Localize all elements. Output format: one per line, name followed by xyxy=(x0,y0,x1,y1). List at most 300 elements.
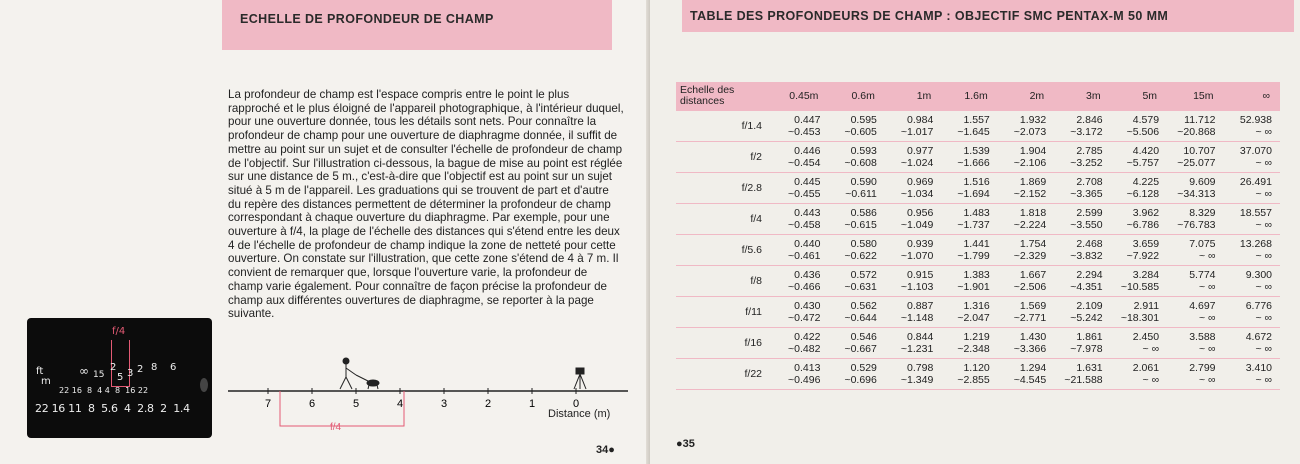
body-paragraph: La profondeur de champ est l'espace compris entre le point le plus rapproché et le plus éloigné de l'appareil photographique, à l'intérieur duquel, pour une ouverture donnée, tous les détails sont nets. Pour connaître la profondeur de champ pour une ouverture de diaphragme donnée, il suffit de mettre au point sur un sujet et de consulter l'échelle de profondeur de champ de l'objectif. Sur l'illustration ci-dessous, la bague de mise au point est réglée sur une distance de 5 m., c'est-à-dire que l'objectif est au point sur un sujet situé à 5 m de l'appareil. Les graduations qui se trouvent de part et d'autre du repère des distances permettent de déterminer la profondeur de champ correspondant à chaque ouverture du diaphragme. Par exemple, pour une ouverture à f/4, la plage de l'échelle des distances qui s'étend entre les deux 4 de l'échelle de profondeur de champ indique la zone de netteté pour cette ouverture. On constate sur l'illustration, que cette zone s'étend de 4 à 7 m. Il convient de remarquer que, lorsque l'ouverture varie, la profondeur de champ varie également. Pour connaître de façon précise la profondeur de champ aux différentes ouvertures de diaphragme, se reporter à la page suivante. xyxy=(228,88,624,321)
table-cell xyxy=(772,235,828,266)
near-limit: 1.904 xyxy=(1019,145,1047,157)
far-limit: ~1.645 xyxy=(957,126,990,138)
walking-man-dog-illustration xyxy=(340,358,379,389)
far-limit: ~6.128 xyxy=(1126,188,1160,200)
far-limit: ~1.349 xyxy=(900,374,934,386)
lens-aperture-ring: 22 16 11 8 5.6 4 2.8 2 1.4 xyxy=(35,402,190,415)
table-cell xyxy=(941,173,997,204)
near-limit: 1.861 xyxy=(1076,331,1103,343)
table-cell xyxy=(1167,359,1223,390)
table-cell xyxy=(1167,235,1223,266)
table-cell xyxy=(941,111,997,142)
near-limit: 1.754 xyxy=(1019,238,1047,250)
far-limit: ~2.329 xyxy=(1013,250,1047,262)
far-limit: ~0.611 xyxy=(845,188,877,200)
table-cell xyxy=(998,297,1054,328)
near-limit: 0.593 xyxy=(850,145,877,157)
near-limit: 7.075 xyxy=(1189,238,1216,250)
far-limit: ~20.868 xyxy=(1177,126,1216,138)
table-cell xyxy=(772,204,828,235)
near-limit: 0.447 xyxy=(794,114,821,126)
far-limit: ~ ∞ xyxy=(1198,374,1216,386)
table-row xyxy=(676,235,1280,266)
distance-diagram xyxy=(228,355,638,435)
page-number-right: ●35 xyxy=(676,438,695,450)
table-cell xyxy=(828,111,884,142)
column-header: 3m xyxy=(1054,82,1110,111)
table-cell xyxy=(1111,297,1167,328)
near-limit: 13.268 xyxy=(1239,238,1272,250)
far-limit: ~25.077 xyxy=(1177,157,1216,169)
lens-ring-knurl xyxy=(200,378,208,392)
table-cell xyxy=(828,235,884,266)
far-limit: ~0.453 xyxy=(788,126,821,138)
table-cell xyxy=(1167,266,1223,297)
aperture-label: f/4 xyxy=(676,204,772,235)
near-limit: 3.659 xyxy=(1132,238,1160,250)
near-limit: 0.590 xyxy=(850,176,877,188)
table-cell xyxy=(828,204,884,235)
far-limit: ~ ∞ xyxy=(1142,374,1160,386)
table-cell xyxy=(998,111,1054,142)
table-cell xyxy=(941,204,997,235)
near-limit: 3.962 xyxy=(1132,207,1160,219)
near-limit: 2.846 xyxy=(1076,114,1103,126)
near-limit: 0.440 xyxy=(794,238,821,250)
axis-tick-label: 0 xyxy=(573,398,580,410)
near-limit: 52.938 xyxy=(1239,114,1272,126)
table-cell xyxy=(1054,328,1110,359)
right-header-band xyxy=(682,0,1294,32)
near-limit: 2.799 xyxy=(1189,362,1216,374)
aperture-label: f/1.4 xyxy=(676,111,772,142)
table-cell xyxy=(885,297,941,328)
table-cell xyxy=(828,297,884,328)
table-cell xyxy=(772,173,828,204)
far-limit: ~0.482 xyxy=(788,343,821,355)
near-limit: 1.294 xyxy=(1019,362,1047,374)
column-header: 15m xyxy=(1167,82,1223,111)
near-limit: 4.420 xyxy=(1132,145,1160,157)
far-limit: ~ ∞ xyxy=(1198,281,1216,293)
far-limit: ~0.615 xyxy=(844,219,877,231)
table-cell xyxy=(772,359,828,390)
near-limit: 0.595 xyxy=(850,114,877,126)
table-cell xyxy=(998,142,1054,173)
near-limit: 11.712 xyxy=(1184,114,1216,126)
axis-tick-label: 1 xyxy=(529,398,536,410)
far-limit: ~ ∞ xyxy=(1255,157,1272,169)
table-cell xyxy=(1224,235,1281,266)
lens-mark-15: 15 xyxy=(93,370,105,380)
column-header: 1.6m xyxy=(941,82,997,111)
near-limit: 1.483 xyxy=(963,207,990,219)
table-cell xyxy=(1224,142,1281,173)
far-limit: ~3.365 xyxy=(1070,188,1103,200)
near-limit: 2.294 xyxy=(1076,269,1103,281)
far-limit: ~3.832 xyxy=(1070,250,1103,262)
far-limit: ~ ∞ xyxy=(1198,312,1216,324)
far-limit: ~1.103 xyxy=(900,281,934,293)
table-cell xyxy=(1111,111,1167,142)
table-cell xyxy=(772,266,828,297)
far-limit: ~3.366 xyxy=(1013,343,1047,355)
table-cell xyxy=(1224,359,1281,390)
near-limit: 0.445 xyxy=(794,176,821,188)
table-cell xyxy=(828,173,884,204)
far-limit: ~34.313 xyxy=(1177,188,1216,200)
near-limit: 18.557 xyxy=(1239,207,1272,219)
far-limit: ~ ∞ xyxy=(1255,219,1272,231)
near-limit: 0.430 xyxy=(794,300,821,312)
table-cell xyxy=(1167,328,1223,359)
axis-tick-label: 7 xyxy=(265,398,272,410)
table-cell xyxy=(941,142,997,173)
far-limit: ~0.496 xyxy=(788,374,821,386)
table-cell xyxy=(1054,173,1110,204)
far-limit: ~ ∞ xyxy=(1255,374,1272,386)
far-limit: ~1.034 xyxy=(900,188,934,200)
table-cell xyxy=(885,235,941,266)
column-header: ∞ xyxy=(1224,82,1281,111)
near-limit: 0.413 xyxy=(794,362,821,374)
far-limit: ~2.348 xyxy=(957,343,990,355)
far-limit: ~76.783 xyxy=(1177,219,1216,231)
table-cell xyxy=(1054,266,1110,297)
far-limit: ~3.172 xyxy=(1070,126,1103,138)
far-limit: ~1.148 xyxy=(900,312,934,324)
far-limit: ~0.605 xyxy=(844,126,877,138)
table-row xyxy=(676,328,1280,359)
far-limit: ~2.771 xyxy=(1013,312,1047,324)
column-header: 2m xyxy=(998,82,1054,111)
far-limit: ~1.231 xyxy=(900,343,934,355)
table-cell xyxy=(941,297,997,328)
column-header: 0.6m xyxy=(828,82,884,111)
table-cell xyxy=(828,266,884,297)
near-limit: 2.911 xyxy=(1133,300,1160,312)
table-cell xyxy=(828,328,884,359)
far-limit: ~5.506 xyxy=(1126,126,1160,138)
table-cell xyxy=(1111,142,1167,173)
lens-m-label: m xyxy=(41,376,51,387)
table-cell xyxy=(1224,173,1281,204)
far-limit: ~1.694 xyxy=(957,188,990,200)
near-limit: 3.410 xyxy=(1245,362,1272,374)
column-header: 5m xyxy=(1111,82,1167,111)
axis-tick-label: 2 xyxy=(485,398,492,410)
far-limit: ~ ∞ xyxy=(1198,250,1216,262)
table-cell xyxy=(998,173,1054,204)
far-limit: ~1.799 xyxy=(957,250,990,262)
near-limit: 0.422 xyxy=(794,331,821,343)
table-cell xyxy=(1167,142,1223,173)
near-limit: 1.316 xyxy=(963,300,990,312)
table-row xyxy=(676,359,1280,390)
page-number-left: 34● xyxy=(596,444,615,456)
far-limit: ~2.073 xyxy=(1013,126,1047,138)
far-limit: ~1.901 xyxy=(957,281,990,293)
left-header-title: ECHELLE DE PROFONDEUR DE CHAMP xyxy=(240,12,494,26)
near-limit: 2.468 xyxy=(1076,238,1103,250)
column-header: 0.45m xyxy=(772,82,828,111)
table-cell xyxy=(998,328,1054,359)
far-limit: ~1.024 xyxy=(900,157,934,169)
aperture-label: f/5.6 xyxy=(676,235,772,266)
near-limit: 0.586 xyxy=(850,207,877,219)
table-row xyxy=(676,111,1280,142)
axis-tick-label: 5 xyxy=(353,398,360,410)
table-cell xyxy=(885,204,941,235)
far-limit: ~7.922 xyxy=(1126,250,1160,262)
axis-tick-label: 3 xyxy=(441,398,448,410)
near-limit: 4.579 xyxy=(1132,114,1160,126)
table-cell xyxy=(1224,328,1281,359)
near-limit: 1.932 xyxy=(1019,114,1047,126)
lens-mark-5: 5 xyxy=(117,372,124,383)
near-limit: 1.383 xyxy=(963,269,990,281)
table-cell xyxy=(885,111,941,142)
lens-scale-photo xyxy=(27,318,212,438)
aperture-label: f/11 xyxy=(676,297,772,328)
table-row xyxy=(676,204,1280,235)
far-limit: ~2.855 xyxy=(957,374,990,386)
far-limit: ~1.737 xyxy=(957,219,990,231)
far-limit: ~2.224 xyxy=(1013,219,1047,231)
near-limit: 1.120 xyxy=(963,362,990,374)
far-limit: ~0.454 xyxy=(788,157,821,169)
near-limit: 1.441 xyxy=(963,238,990,250)
table-cell xyxy=(1054,359,1110,390)
table-cell xyxy=(998,204,1054,235)
near-limit: 0.915 xyxy=(907,269,934,281)
near-limit: 9.609 xyxy=(1189,176,1216,188)
near-limit: 0.977 xyxy=(907,145,934,157)
table-cell xyxy=(1054,111,1110,142)
table-cell xyxy=(885,173,941,204)
table-cell xyxy=(998,235,1054,266)
near-limit: 4.672 xyxy=(1245,331,1272,343)
far-limit: ~0.472 xyxy=(788,312,821,324)
near-limit: 2.450 xyxy=(1132,331,1160,343)
near-limit: 3.284 xyxy=(1132,269,1160,281)
lens-mark-3: 3 xyxy=(127,368,134,379)
near-limit: 1.539 xyxy=(963,145,990,157)
distance-axis-label: Distance (m) xyxy=(548,408,611,420)
table-cell xyxy=(1111,328,1167,359)
far-limit: ~ ∞ xyxy=(1255,250,1272,262)
table-cell xyxy=(1111,266,1167,297)
far-limit: ~1.070 xyxy=(900,250,934,262)
near-limit: 1.631 xyxy=(1076,362,1103,374)
table-corner-label: Echelle des distances xyxy=(676,82,772,111)
far-limit: ~ ∞ xyxy=(1142,343,1160,355)
near-limit: 4.225 xyxy=(1132,176,1160,188)
far-limit: ~1.666 xyxy=(957,157,990,169)
far-limit: ~3.252 xyxy=(1070,157,1103,169)
near-limit: 0.572 xyxy=(850,269,877,281)
left-header-band xyxy=(222,0,612,50)
table-cell xyxy=(1111,204,1167,235)
aperture-label: f/16 xyxy=(676,328,772,359)
far-limit: ~10.585 xyxy=(1120,281,1160,293)
near-limit: 1.569 xyxy=(1019,300,1047,312)
table-cell xyxy=(772,328,828,359)
near-limit: 0.887 xyxy=(907,300,934,312)
near-limit: 2.109 xyxy=(1076,300,1103,312)
table-cell xyxy=(828,359,884,390)
near-limit: 0.443 xyxy=(794,207,821,219)
far-limit: ~2.106 xyxy=(1013,157,1047,169)
far-limit: ~ ∞ xyxy=(1198,343,1216,355)
far-limit: ~0.631 xyxy=(844,281,877,293)
table-cell xyxy=(941,359,997,390)
far-limit: ~5.242 xyxy=(1070,312,1103,324)
far-limit: ~4.545 xyxy=(1013,374,1047,386)
table-row xyxy=(676,297,1280,328)
near-limit: 3.588 xyxy=(1189,331,1216,343)
table-cell xyxy=(1054,204,1110,235)
near-limit: 0.984 xyxy=(907,114,934,126)
table-row xyxy=(676,142,1280,173)
table-cell xyxy=(1111,359,1167,390)
far-limit: ~7.978 xyxy=(1070,343,1103,355)
far-limit: ~0.696 xyxy=(844,374,877,386)
table-cell xyxy=(772,142,828,173)
far-limit: ~ ∞ xyxy=(1255,343,1272,355)
far-limit: ~0.608 xyxy=(844,157,877,169)
right-header-title: TABLE DES PROFONDEURS DE CHAMP : OBJECTIF SMC PENTAX-M 50 MM xyxy=(690,9,1169,23)
near-limit: 1.516 xyxy=(963,176,990,188)
lens-infinity-mark: ∞ xyxy=(79,364,89,378)
far-limit: ~0.466 xyxy=(788,281,821,293)
lens-mark-8: 8 xyxy=(151,362,158,373)
table-row xyxy=(676,266,1280,297)
near-limit: 0.436 xyxy=(794,269,821,281)
far-limit: ~ ∞ xyxy=(1255,188,1272,200)
near-limit: 2.785 xyxy=(1076,145,1103,157)
table-cell xyxy=(941,235,997,266)
near-limit: 2.061 xyxy=(1132,362,1160,374)
table-cell xyxy=(885,142,941,173)
near-limit: 0.969 xyxy=(907,176,934,188)
near-limit: 9.300 xyxy=(1245,269,1272,281)
aperture-label: f/22 xyxy=(676,359,772,390)
far-limit: ~21.588 xyxy=(1064,374,1103,386)
near-limit: 2.599 xyxy=(1076,207,1103,219)
near-limit: 5.774 xyxy=(1189,269,1216,281)
near-limit: 0.580 xyxy=(850,238,877,250)
table-cell xyxy=(998,359,1054,390)
near-limit: 0.956 xyxy=(907,207,934,219)
near-limit: 0.562 xyxy=(850,300,877,312)
table-cell xyxy=(1054,297,1110,328)
lens-mark-6: 6 xyxy=(170,362,177,373)
table-row xyxy=(676,173,1280,204)
far-limit: ~2.047 xyxy=(957,312,990,324)
far-limit: ~4.351 xyxy=(1070,281,1103,293)
table-cell xyxy=(1224,204,1281,235)
near-limit: 1.818 xyxy=(1019,207,1047,219)
far-limit: ~2.506 xyxy=(1013,281,1047,293)
aperture-label: f/2.8 xyxy=(676,173,772,204)
f4-bracket-label: f/4 xyxy=(330,422,342,433)
near-limit: 1.667 xyxy=(1019,269,1047,281)
near-limit: 8.329 xyxy=(1189,207,1216,219)
near-limit: 2.708 xyxy=(1076,176,1103,188)
table-cell xyxy=(1224,266,1281,297)
lens-mark-2a: 2 xyxy=(110,362,117,373)
near-limit: 6.776 xyxy=(1245,300,1272,312)
near-limit: 4.697 xyxy=(1189,300,1216,312)
near-limit: 1.557 xyxy=(963,114,990,126)
far-limit: ~0.455 xyxy=(788,188,821,200)
table-cell xyxy=(772,297,828,328)
far-limit: ~0.622 xyxy=(844,250,877,262)
f4-bracket xyxy=(280,391,404,426)
near-limit: 1.430 xyxy=(1019,331,1047,343)
table-cell xyxy=(1054,142,1110,173)
table-cell xyxy=(885,266,941,297)
far-limit: ~ ∞ xyxy=(1255,126,1272,138)
lens-f-label: f/4 xyxy=(112,326,126,337)
near-limit: 10.707 xyxy=(1183,145,1216,157)
far-limit: ~18.301 xyxy=(1120,312,1160,324)
far-limit: ~ ∞ xyxy=(1255,281,1272,293)
table-cell xyxy=(1224,111,1281,142)
near-limit: 0.798 xyxy=(907,362,934,374)
axis-tick-label: 6 xyxy=(309,398,316,410)
table-header-row xyxy=(676,82,1280,111)
lens-mark-2b: 2 xyxy=(137,364,144,375)
near-limit: 0.939 xyxy=(907,238,934,250)
lens-dof-marks: 22 16 8 4 4 8 16 22 xyxy=(59,386,149,395)
far-limit: ~2.152 xyxy=(1013,188,1047,200)
far-limit: ~0.644 xyxy=(844,312,877,324)
table-cell xyxy=(885,359,941,390)
far-limit: ~0.461 xyxy=(788,250,821,262)
aperture-label: f/2 xyxy=(676,142,772,173)
near-limit: 37.070 xyxy=(1239,145,1272,157)
axis-tick-label: 4 xyxy=(397,398,404,410)
table-cell xyxy=(998,266,1054,297)
camera-tripod-illustration xyxy=(574,368,586,389)
table-cell xyxy=(1167,111,1223,142)
table-cell xyxy=(941,266,997,297)
column-header: 1m xyxy=(885,82,941,111)
table-cell xyxy=(1111,173,1167,204)
near-limit: 0.844 xyxy=(907,331,934,343)
near-limit: 0.446 xyxy=(794,145,821,157)
far-limit: ~6.786 xyxy=(1126,219,1160,231)
far-limit: ~0.667 xyxy=(844,343,877,355)
table-cell xyxy=(1167,297,1223,328)
near-limit: 1.219 xyxy=(963,331,990,343)
table-cell xyxy=(1054,235,1110,266)
near-limit: 1.869 xyxy=(1019,176,1047,188)
lens-ft-label: ft xyxy=(36,366,44,377)
table-cell xyxy=(1167,204,1223,235)
table-cell xyxy=(1167,173,1223,204)
near-limit: 0.546 xyxy=(850,331,877,343)
far-limit: ~0.458 xyxy=(788,219,821,231)
table-cell xyxy=(885,328,941,359)
table-cell xyxy=(1111,235,1167,266)
table-cell xyxy=(1224,297,1281,328)
far-limit: ~1.017 xyxy=(900,126,934,138)
aperture-label: f/8 xyxy=(676,266,772,297)
near-limit: 26.491 xyxy=(1239,176,1272,188)
